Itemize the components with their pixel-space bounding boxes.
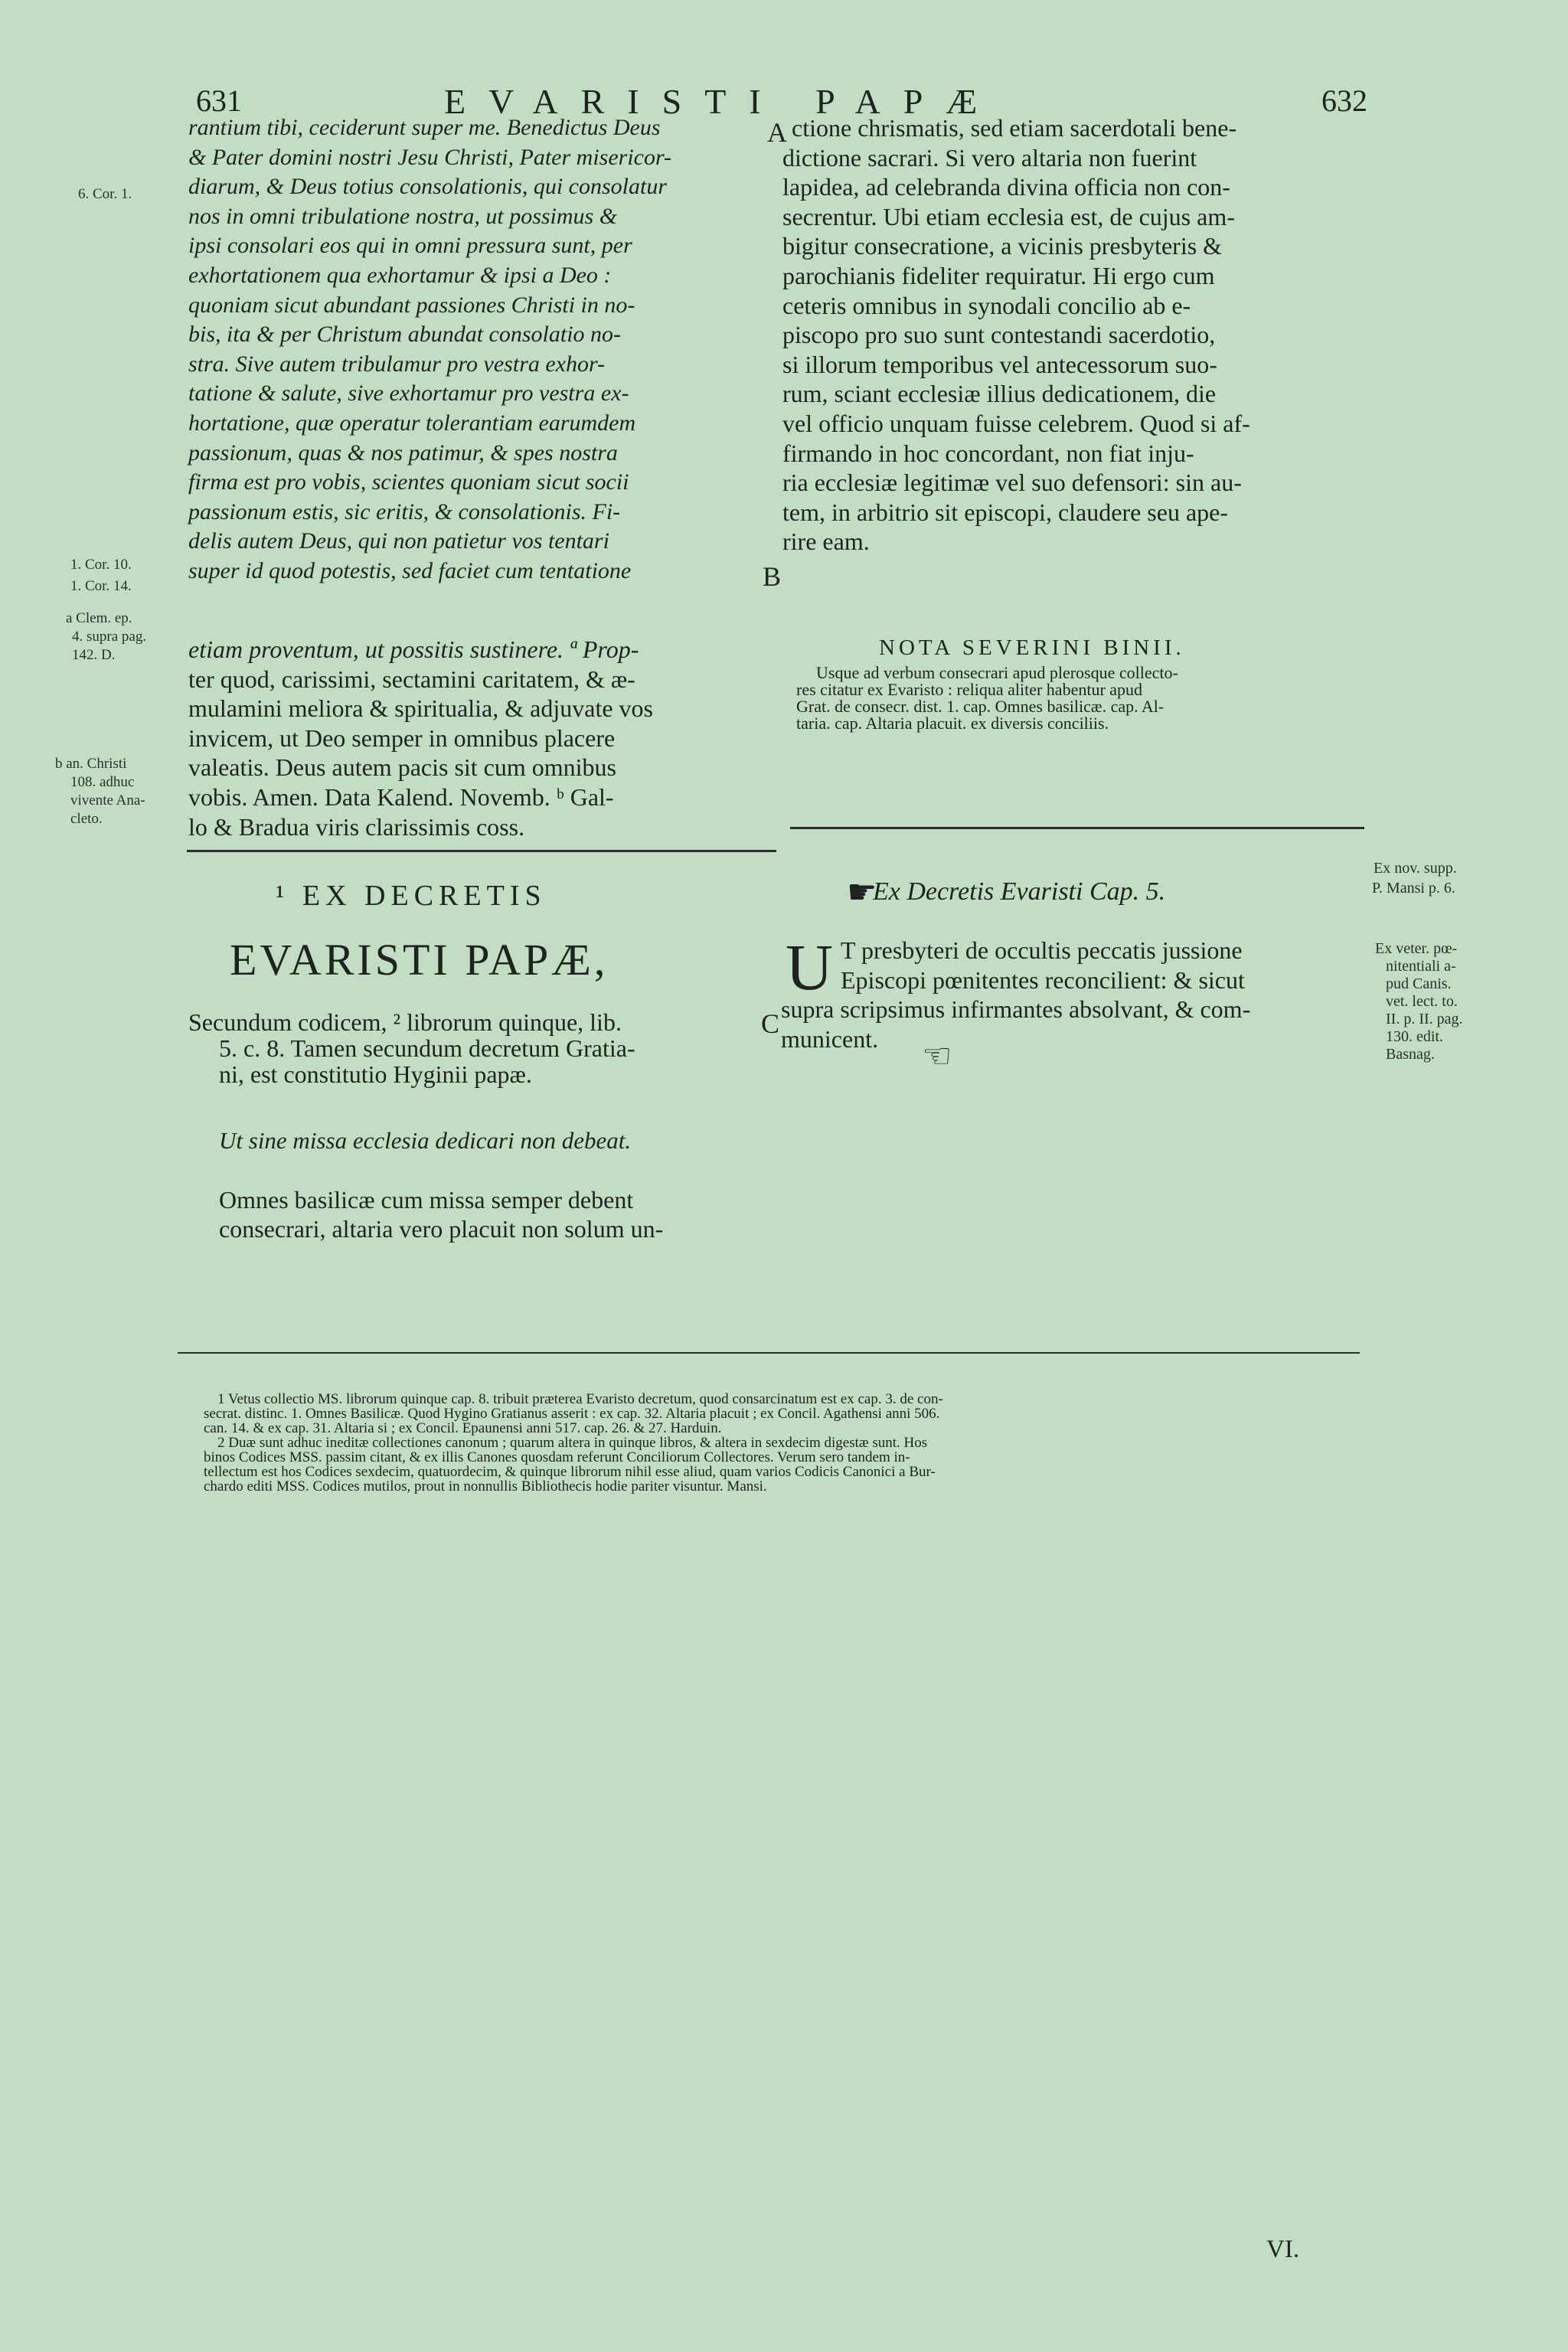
- margin-note: vet. lect. to.: [1386, 993, 1458, 1010]
- text-line: ni, est constitutio Hyginii papæ.: [219, 1060, 532, 1088]
- text-line: municent.: [781, 1024, 879, 1053]
- text-line: Secundum codicem, ² librorum quinque, lib.: [188, 1008, 622, 1036]
- nota-heading: NOTA SEVERINI BINII.: [879, 635, 1185, 660]
- margin-note: 142. D.: [72, 647, 116, 663]
- footnote-line: chardo editi MSS. Codices mutilos, prout in nonnullis Bibliothecis hodie pariter visuntur. Mansi.: [204, 1478, 767, 1494]
- text-line: invicem, ut Deo semper in omnibus placere: [188, 724, 616, 752]
- footnote-line: can. 14. & ex cap. 31. Altaria si ; ex Concil. Epaunensi anni 517. cap. 26. & 27. Harduin.: [204, 1420, 722, 1436]
- text-line: stra. Sive autem tribulamur pro vestra exhor-: [188, 351, 606, 377]
- decree-heading-small: ¹ EX DECRETIS: [276, 880, 547, 912]
- margin-note: 6. Cor. 1.: [78, 186, 132, 202]
- margin-note: 1. Cor. 14.: [70, 578, 132, 594]
- text-line: si illorum temporibus vel antecessorum suo-: [782, 350, 1217, 378]
- text-line: etiam proventum, ut possitis sustinere. ª Prop-: [188, 635, 639, 663]
- text-line: rantium tibi, ceciderunt super me. Benedictus Deus: [188, 115, 661, 140]
- text-line: taria. cap. Altaria placuit. ex diversis conciliis.: [796, 714, 1109, 733]
- text-line: Usque ad verbum consecrari apud plerosque collecto-: [816, 663, 1178, 682]
- margin-note: nitentiali a-: [1386, 958, 1456, 975]
- text-line: parochianis fideliter requiratur. Hi ergo cum: [782, 261, 1215, 289]
- pointing-hand-icon: ☛: [847, 874, 877, 911]
- decree-rubric: Ut sine missa ecclesia dedicari non debeat.: [219, 1127, 632, 1154]
- text-line: valeatis. Deus autem pacis sit cum omnibus: [188, 753, 616, 782]
- text-line: secrentur. Ubi etiam ecclesia est, de cujus am-: [782, 202, 1235, 230]
- section-letter-c: C: [761, 1008, 780, 1039]
- text-line: quoniam sicut abundant passiones Christi in no-: [188, 292, 635, 318]
- section-letter-b: B: [763, 561, 782, 592]
- section-rule: [187, 850, 776, 852]
- text-line: piscopo pro suo sunt contestandi sacerdotio,: [782, 321, 1216, 349]
- margin-note: Ex nov. supp.: [1374, 860, 1457, 877]
- margin-note: 4. supra pag.: [72, 629, 147, 645]
- footnote-line: tellectum est hos Codices sexdecim, quatuordecim, & quinque librorum nihil esse aliud, quam varios Codicis Canonici a Bur-: [204, 1464, 936, 1480]
- text-line: bis, ita & per Christum abundat consolatio no-: [188, 322, 622, 348]
- text-line: lapidea, ad celebranda divina officia non con-: [782, 173, 1230, 201]
- footnote-line: secrat. distinc. 1. Omnes Basilicæ. Quod Hygino Gratianus asserit : ex cap. 32. Altaria placuit ; ex Concil. Agathensi anni 506.: [204, 1406, 940, 1422]
- text-line: rire eam.: [782, 528, 870, 556]
- running-title: EVARISTI PAPÆ: [444, 82, 1001, 121]
- page-number-left: 631: [196, 83, 242, 118]
- decree-source-text: [188, 1009, 778, 1087]
- text-line: lo & Bradua viris clarissimis coss.: [188, 812, 525, 841]
- margin-note: vivente Ana-: [70, 792, 145, 808]
- text-line: super id quod potestis, sed faciet cum tentatione: [188, 557, 632, 583]
- footnote-line: 1 Vetus collectio MS. librorum quinque cap. 8. tribuit præterea Evaristo decretum, quod consarcinatum est ex cap. 3. de con-: [217, 1391, 943, 1407]
- signature-mark: VI.: [1266, 2236, 1300, 2263]
- margin-note: pud Canis.: [1386, 975, 1452, 992]
- text-line: consecrari, altaria vero placuit non solum un-: [219, 1215, 664, 1243]
- text-line: tem, in arbitrio sit episcopi, claudere seu ape-: [782, 498, 1229, 526]
- text-line: firmando in hoc concordant, non fiat inju-: [782, 439, 1194, 467]
- section-rule: [790, 827, 1364, 829]
- left-column-italic-text: [188, 113, 778, 586]
- right-column-text: [782, 113, 1380, 557]
- text-line: vel officio unquam fuisse celebrem. Quod si af-: [782, 409, 1250, 437]
- text-line: exhortationem qua exhortamur & ipsi a Deo :: [188, 262, 612, 288]
- text-line: ter quod, carissimi, sectamini caritatem, & æ-: [188, 665, 635, 693]
- margin-note: a Clem. ep.: [66, 610, 132, 626]
- margin-note: 130. edit.: [1386, 1028, 1443, 1045]
- left-column-roman-text: [188, 635, 778, 841]
- text-line: nos in omni tribulatione nostra, ut possimus &: [188, 203, 618, 229]
- text-line: supra scripsimus infirmantes absolvant, & com-: [781, 995, 1251, 1024]
- chapter-heading: Ex Decretis Evaristi Cap. 5.: [873, 877, 1166, 906]
- text-line: firma est pro vobis, scientes quoniam sicut socii: [188, 469, 629, 495]
- margin-note: cleto.: [70, 811, 103, 827]
- drop-cap-initial: U: [786, 930, 834, 1004]
- footnote-line: binos Codices MSS. passim citant, & ex illis Canones quosdam referunt Conciliorum Collectores. Verum sero tandem in-: [204, 1449, 910, 1465]
- text-line: diarum, & Deus totius consolationis, qui consolatur: [188, 174, 668, 200]
- text-line: & Pater domini nostri Jesu Christi, Pater misericor-: [188, 144, 672, 170]
- text-line: rum, sciant ecclesiæ illius dedicationem, die: [782, 380, 1217, 408]
- pointing-hand-icon: ☜: [922, 1037, 952, 1075]
- text-line: ceteris omnibus in synodali concilio ab e-: [782, 291, 1191, 319]
- decree-heading-large: EVARISTI PAPÆ,: [230, 935, 609, 985]
- chapter-body: [781, 930, 1378, 1054]
- margin-note: II. p. II. pag.: [1386, 1011, 1463, 1027]
- text-line: ipsi consolari eos qui in omni pressura sunt, per: [188, 233, 632, 259]
- text-line: hortatione, quæ operatur tolerantiam earumdem: [188, 410, 636, 436]
- text-line: mulamini meliora & spiritualia, & adjuvate vos: [188, 694, 653, 723]
- margin-note: b an. Christi: [55, 756, 127, 772]
- margin-note-block: [1375, 940, 1463, 1063]
- text-line: Omnes basilicæ cum missa semper debent: [219, 1186, 634, 1214]
- footnote-rule: [178, 1352, 1360, 1354]
- footnotes: [204, 1392, 1406, 1494]
- text-line: ria ecclesiæ legitimæ vel suo defensori: sin au-: [782, 469, 1242, 497]
- section-letter-a: A: [767, 117, 787, 148]
- text-line: tatione & salute, sive exhortamur pro vestra ex-: [188, 381, 629, 407]
- margin-note: Basnag.: [1386, 1046, 1435, 1063]
- text-line: res citatur ex Evaristo : reliqua aliter habentur apud: [796, 680, 1143, 699]
- text-line: Grat. de consecr. dist. 1. cap. Omnes basilicæ. cap. Al-: [796, 697, 1165, 716]
- text-line: dictione sacrari. Si vero altaria non fuerint: [782, 143, 1197, 172]
- text-line: bigitur consecratione, a vicinis presbyteris &: [782, 232, 1223, 260]
- margin-note: 1. Cor. 10.: [70, 557, 132, 573]
- decree-body: [219, 1185, 778, 1243]
- text-line: passionum, quas & nos patimur, & spes nostra: [188, 439, 618, 466]
- text-line: passionum estis, sic eritis, & consolationis. Fi-: [188, 498, 621, 524]
- text-line: vobis. Amen. Data Kalend. Novemb. ᵇ Gal-: [188, 782, 614, 811]
- page-number-right: 632: [1321, 83, 1367, 118]
- text-line: 5. c. 8. Tamen secundum decretum Gratia-: [219, 1034, 635, 1062]
- text-line: ctione chrismatis, sed etiam sacerdotali bene-: [792, 114, 1237, 142]
- margin-note: 108. adhuc: [70, 774, 135, 790]
- nota-text: [796, 665, 1378, 732]
- text-line: delis autem Deus, qui non patietur vos tentari: [188, 528, 609, 554]
- margin-note: P. Mansi p. 6.: [1372, 880, 1455, 897]
- margin-note: Ex veter. pœ-: [1375, 940, 1458, 957]
- text-line: T presbyteri de occultis peccatis jussione: [841, 936, 1243, 964]
- footnote-line: 2 Duæ sunt adhuc ineditæ collectiones canonum ; quarum altera in quinque libros, & altera in sexdecim digestæ sunt. Hos: [217, 1435, 928, 1451]
- text-line: Episcopi pœnitentes reconcilient: & sicut: [841, 965, 1245, 994]
